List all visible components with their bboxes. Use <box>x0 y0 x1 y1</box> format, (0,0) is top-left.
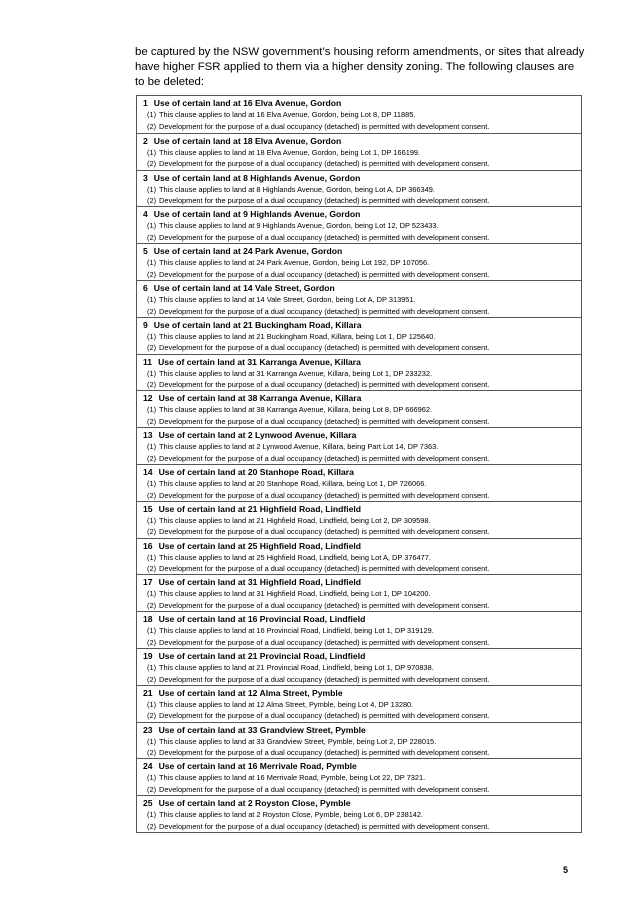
clause-subclause-1 <box>143 772 581 784</box>
subclause-number: (2) <box>147 600 157 610</box>
subclause-text: This clause applies to land at 16 Provincial Road, Lindfield, being Lot 1, DP 319129. <box>159 626 434 636</box>
clause-subclause-1 <box>143 478 581 490</box>
clause-number: 2 <box>143 135 148 146</box>
clause-number: 18 <box>143 614 153 625</box>
clause-subclause-2 <box>143 269 581 280</box>
clause-number: 12 <box>143 393 153 404</box>
subclause-number: (1) <box>147 221 157 231</box>
clause-row <box>137 758 581 795</box>
subclause-number: (1) <box>147 294 157 304</box>
clause-title: Use of certain land at 21 Provincial Road, Lindfield <box>158 650 366 661</box>
clause-subclause-2 <box>143 600 581 611</box>
subclause-text: This clause applies to land at 18 Elva Avenue, Gordon, being Lot 1, DP 166199. <box>159 147 421 157</box>
clause-subclause-2 <box>143 342 581 353</box>
clause-heading <box>143 208 581 220</box>
subclause-text: This clause applies to land at 24 Park Avenue, Gordon, being Lot 192, DP 107056. <box>159 258 430 268</box>
clause-subclause-1 <box>143 404 581 416</box>
clause-number: 25 <box>143 798 153 809</box>
subclause-number: (2) <box>147 232 157 242</box>
clause-row <box>137 611 581 648</box>
clause-subclause-1 <box>143 736 581 748</box>
subclause-text: Development for the purpose of a dual occupancy (detached) is permitted with development consent. <box>159 121 490 131</box>
clause-number: 3 <box>143 172 148 183</box>
subclause-text: This clause applies to land at 12 Alma Street, Pymble, being Lot 4, DP 13280. <box>159 699 414 709</box>
clause-subclause-1 <box>143 809 581 821</box>
clause-heading <box>143 576 581 588</box>
clause-title: Use of certain land at 24 Park Avenue, Gordon <box>153 246 343 257</box>
clause-number: 6 <box>143 282 148 293</box>
clause-subclause-2 <box>143 637 581 648</box>
clause-heading <box>143 650 581 662</box>
clause-subclause-1 <box>143 220 581 232</box>
subclause-number: (2) <box>147 564 157 574</box>
subclause-text: Development for the purpose of a dual occupancy (detached) is permitted with development consent. <box>159 490 490 500</box>
clause-row <box>137 317 581 354</box>
subclause-text: This clause applies to land at 38 Karranga Avenue, Killara, being Lot 8, DP 666962. <box>159 405 433 415</box>
clause-subclause-2 <box>143 232 581 243</box>
subclause-number: (1) <box>147 478 157 488</box>
clause-subclause-1 <box>143 625 581 637</box>
subclause-number: (1) <box>147 110 157 119</box>
subclause-number: (1) <box>147 368 157 378</box>
clause-subclause-2 <box>143 526 581 537</box>
clause-row <box>137 685 581 722</box>
clause-number: 4 <box>143 209 148 220</box>
subclause-text: This clause applies to land at 21 Provincial Road, Lindfield, being Lot 1, DP 970838. <box>159 662 434 672</box>
subclause-text: Development for the purpose of a dual occupancy (detached) is permitted with development consent. <box>159 637 490 647</box>
clause-row <box>137 501 581 538</box>
subclause-number: (1) <box>147 184 157 194</box>
subclause-number: (2) <box>147 821 157 831</box>
clause-row <box>137 648 581 685</box>
subclause-number: (2) <box>147 674 157 684</box>
clause-subclause-2 <box>143 821 581 832</box>
intro-paragraph: be captured by the NSW government’s housing reform amendments, or sites that already have higher FSR applied to them via a higher density zoning. The following clauses are to be deleted: <box>135 46 585 88</box>
clause-row <box>137 354 581 391</box>
subclause-number: (1) <box>147 552 157 562</box>
clause-heading <box>143 797 581 809</box>
clause-title: Use of certain land at 21 Highfield Road, Lindfield <box>158 503 362 514</box>
subclause-number: (2) <box>147 196 157 206</box>
subclause-text: This clause applies to land at 2 Royston Close, Pymble, being Lot 6, DP 238142. <box>159 810 424 820</box>
clause-heading <box>143 613 581 625</box>
subclause-text: This clause applies to land at 8 Highlands Avenue, Gordon, being Lot A, DP 366349. <box>159 184 435 194</box>
clause-row <box>137 390 581 427</box>
clause-subclause-2 <box>143 784 581 795</box>
subclause-text: This clause applies to land at 25 Highfield Road, Lindfield, being Lot A, DP 376477. <box>159 552 431 562</box>
subclause-text: Development for the purpose of a dual occupancy (detached) is permitted with development consent. <box>159 600 490 610</box>
clause-heading <box>143 172 581 184</box>
subclause-text: This clause applies to land at 2 Lynwood Avenue, Killara, being Part Lot 14, DP 7363. <box>159 442 439 452</box>
clause-heading <box>143 135 581 147</box>
clause-row <box>137 206 581 243</box>
clause-row <box>137 243 581 280</box>
subclause-number: (2) <box>147 527 157 537</box>
clause-number: 14 <box>143 466 153 477</box>
subclause-number: (1) <box>147 699 157 709</box>
clause-number: 13 <box>143 430 153 441</box>
clause-heading <box>143 503 581 515</box>
subclause-text: Development for the purpose of a dual occupancy (detached) is permitted with development consent. <box>159 159 490 169</box>
subclause-text: Development for the purpose of a dual occupancy (detached) is permitted with development consent. <box>159 453 490 463</box>
subclause-text: Development for the purpose of a dual occupancy (detached) is permitted with development consent. <box>159 306 490 316</box>
subclause-number: (1) <box>147 773 157 783</box>
clause-heading <box>143 540 581 552</box>
clause-subclause-1 <box>143 331 581 343</box>
subclause-text: Development for the purpose of a dual occupancy (detached) is permitted with development consent. <box>159 711 490 721</box>
clause-subclause-2 <box>143 379 581 390</box>
clause-subclause-2 <box>143 490 581 501</box>
page-number: 5 <box>563 865 569 875</box>
clause-subclause-2 <box>143 195 581 206</box>
subclause-number: (1) <box>147 331 157 341</box>
clause-subclause-1 <box>143 294 581 306</box>
clause-subclause-1 <box>143 662 581 674</box>
clause-row <box>137 96 581 133</box>
subclause-number: (2) <box>147 306 157 316</box>
subclause-text: This clause applies to land at 14 Vale Street, Gordon, being Lot A, DP 313951. <box>159 294 416 304</box>
subclause-text: Development for the purpose of a dual occupancy (detached) is permitted with development consent. <box>159 748 490 758</box>
clause-heading <box>143 282 581 294</box>
subclause-number: (2) <box>147 453 157 463</box>
clause-title: Use of certain land at 9 Highlands Avenue, Gordon <box>153 209 361 220</box>
clause-subclause-2 <box>143 710 581 721</box>
subclause-text: This clause applies to land at 21 Highfield Road, Lindfield, being Lot 2, DP 309598. <box>159 515 431 525</box>
clause-title: Use of certain land at 16 Provincial Road, Lindfield <box>158 614 366 625</box>
clause-number: 5 <box>143 246 148 257</box>
clause-number: 23 <box>143 724 153 735</box>
clause-heading <box>143 392 581 404</box>
clause-row <box>137 574 581 611</box>
clause-subclause-1 <box>143 699 581 711</box>
clause-number: 11 <box>143 356 153 367</box>
subclause-text: This clause applies to land at 16 Merrivale Road, Pymble, being Lot 22, DP 7321. <box>159 773 426 783</box>
clause-number: 9 <box>143 319 148 330</box>
subclause-number: (1) <box>147 736 157 746</box>
subclause-text: This clause applies to land at 31 Karranga Avenue, Killara, being Lot 1, DP 233232. <box>159 368 433 378</box>
clause-subclause-1 <box>143 184 581 196</box>
clause-row <box>137 133 581 170</box>
clause-number: 1 <box>143 98 148 108</box>
clause-heading <box>143 724 581 736</box>
clause-title: Use of certain land at 18 Elva Avenue, Gordon <box>153 135 342 146</box>
clause-subclause-1 <box>143 588 581 600</box>
clause-title: Use of certain land at 12 Alma Street, Pymble <box>158 687 343 698</box>
clause-number: 17 <box>143 577 153 588</box>
subclause-text: Development for the purpose of a dual occupancy (detached) is permitted with development consent. <box>159 269 490 279</box>
subclause-number: (1) <box>147 662 157 672</box>
subclause-text: This clause applies to land at 20 Stanhope Road, Killara, being Lot 1, DP 726066. <box>159 478 427 488</box>
clause-title: Use of certain land at 33 Grandview Street, Pymble <box>158 724 366 735</box>
clause-subclause-2 <box>143 416 581 427</box>
clause-number: 21 <box>143 687 153 698</box>
subclause-text: Development for the purpose of a dual occupancy (detached) is permitted with development consent. <box>159 380 490 390</box>
clause-row <box>137 722 581 759</box>
subclause-number: (1) <box>147 258 157 268</box>
subclause-number: (2) <box>147 748 157 758</box>
clause-title: Use of certain land at 16 Merrivale Road, Pymble <box>158 761 357 772</box>
subclause-number: (1) <box>147 626 157 636</box>
clause-subclause-2 <box>143 563 581 574</box>
clause-subclause-2 <box>143 674 581 685</box>
subclause-number: (2) <box>147 416 157 426</box>
subclause-text: Development for the purpose of a dual occupancy (detached) is permitted with development consent. <box>159 674 490 684</box>
subclause-text: Development for the purpose of a dual occupancy (detached) is permitted with development consent. <box>159 232 490 242</box>
clause-subclause-1 <box>143 552 581 564</box>
clause-table <box>136 95 582 833</box>
subclause-number: (2) <box>147 784 157 794</box>
clause-subclause-1 <box>143 515 581 527</box>
subclause-number: (2) <box>147 637 157 647</box>
subclause-number: (1) <box>147 405 157 415</box>
clause-subclause-1 <box>143 109 581 121</box>
subclause-number: (2) <box>147 159 157 169</box>
clause-title: Use of certain land at 8 Highlands Avenue, Gordon <box>153 172 361 183</box>
clause-subclause-1 <box>143 257 581 269</box>
subclause-number: (1) <box>147 442 157 452</box>
subclause-number: (2) <box>147 121 157 131</box>
subclause-text: This clause applies to land at 31 Highfield Road, Lindfield, being Lot 1, DP 104200. <box>159 589 431 599</box>
subclause-text: This clause applies to land at 9 Highlands Avenue, Gordon, being Lot 12, DP 523433. <box>159 221 439 231</box>
subclause-number: (1) <box>147 515 157 525</box>
clause-heading <box>143 466 581 478</box>
subclause-number: (1) <box>147 589 157 599</box>
clause-heading <box>143 356 581 368</box>
clause-subclause-2 <box>143 306 581 317</box>
clause-heading <box>143 97 581 109</box>
subclause-number: (2) <box>147 343 157 353</box>
clause-subclause-1 <box>143 441 581 453</box>
clause-title: Use of certain land at 31 Karranga Avenue, Killara <box>158 356 361 367</box>
subclause-number: (2) <box>147 269 157 279</box>
clause-number: 24 <box>143 761 153 772</box>
clause-row <box>137 427 581 464</box>
subclause-text: This clause applies to land at 33 Grandview Street, Pymble, being Lot 2, DP 228015. <box>159 736 437 746</box>
clause-number: 16 <box>143 540 153 551</box>
clause-heading <box>143 687 581 699</box>
clause-heading <box>143 760 581 772</box>
clause-title: Use of certain land at 21 Buckingham Road, Killara <box>153 319 362 330</box>
clause-row <box>137 795 581 832</box>
clause-title: Use of certain land at 16 Elva Avenue, Gordon <box>153 98 342 108</box>
clause-row <box>137 538 581 575</box>
clause-title: Use of certain land at 38 Karranga Avenue, Killara <box>158 393 362 404</box>
subclause-number: (1) <box>147 810 157 820</box>
clause-heading <box>143 429 581 441</box>
clause-heading <box>143 245 581 257</box>
clause-title: Use of certain land at 2 Royston Close, Pymble <box>158 798 351 809</box>
clause-subclause-1 <box>143 368 581 380</box>
clause-subclause-1 <box>143 147 581 159</box>
subclause-number: (2) <box>147 490 157 500</box>
subclause-text: Development for the purpose of a dual occupancy (detached) is permitted with development consent. <box>159 416 490 426</box>
subclause-text: This clause applies to land at 21 Buckingham Road, Killara, being Lot 1, DP 125640. <box>159 331 436 341</box>
subclause-text: Development for the purpose of a dual occupancy (detached) is permitted with development consent. <box>159 196 490 206</box>
subclause-text: Development for the purpose of a dual occupancy (detached) is permitted with development consent. <box>159 527 490 537</box>
subclause-number: (2) <box>147 711 157 721</box>
subclause-number: (1) <box>147 147 157 157</box>
clause-number: 15 <box>143 503 153 514</box>
subclause-text: Development for the purpose of a dual occupancy (detached) is permitted with development consent. <box>159 564 490 574</box>
clause-number: 19 <box>143 650 153 661</box>
clause-title: Use of certain land at 25 Highfield Road, Lindfield <box>158 540 362 551</box>
clause-title: Use of certain land at 20 Stanhope Road, Killara <box>158 466 354 477</box>
subclause-text: This clause applies to land at 16 Elva Avenue, Gordon, being Lot 8, DP 11885. <box>159 110 416 119</box>
subclause-text: Development for the purpose of a dual occupancy (detached) is permitted with development consent. <box>159 821 490 831</box>
clause-subclause-2 <box>143 158 581 169</box>
clause-subclause-2 <box>143 453 581 464</box>
clause-row <box>137 280 581 317</box>
clause-title: Use of certain land at 14 Vale Street, Gordon <box>153 282 335 293</box>
clause-title: Use of certain land at 31 Highfield Road, Lindfield <box>158 577 362 588</box>
clause-row <box>137 170 581 207</box>
clause-subclause-2 <box>143 747 581 758</box>
subclause-text: Development for the purpose of a dual occupancy (detached) is permitted with development consent. <box>159 343 490 353</box>
subclause-number: (2) <box>147 380 157 390</box>
subclause-text: Development for the purpose of a dual occupancy (detached) is permitted with development consent. <box>159 784 490 794</box>
clause-row <box>137 464 581 501</box>
clause-title: Use of certain land at 2 Lynwood Avenue, Killara <box>158 430 357 441</box>
clause-heading <box>143 319 581 331</box>
clause-subclause-2 <box>143 121 581 133</box>
